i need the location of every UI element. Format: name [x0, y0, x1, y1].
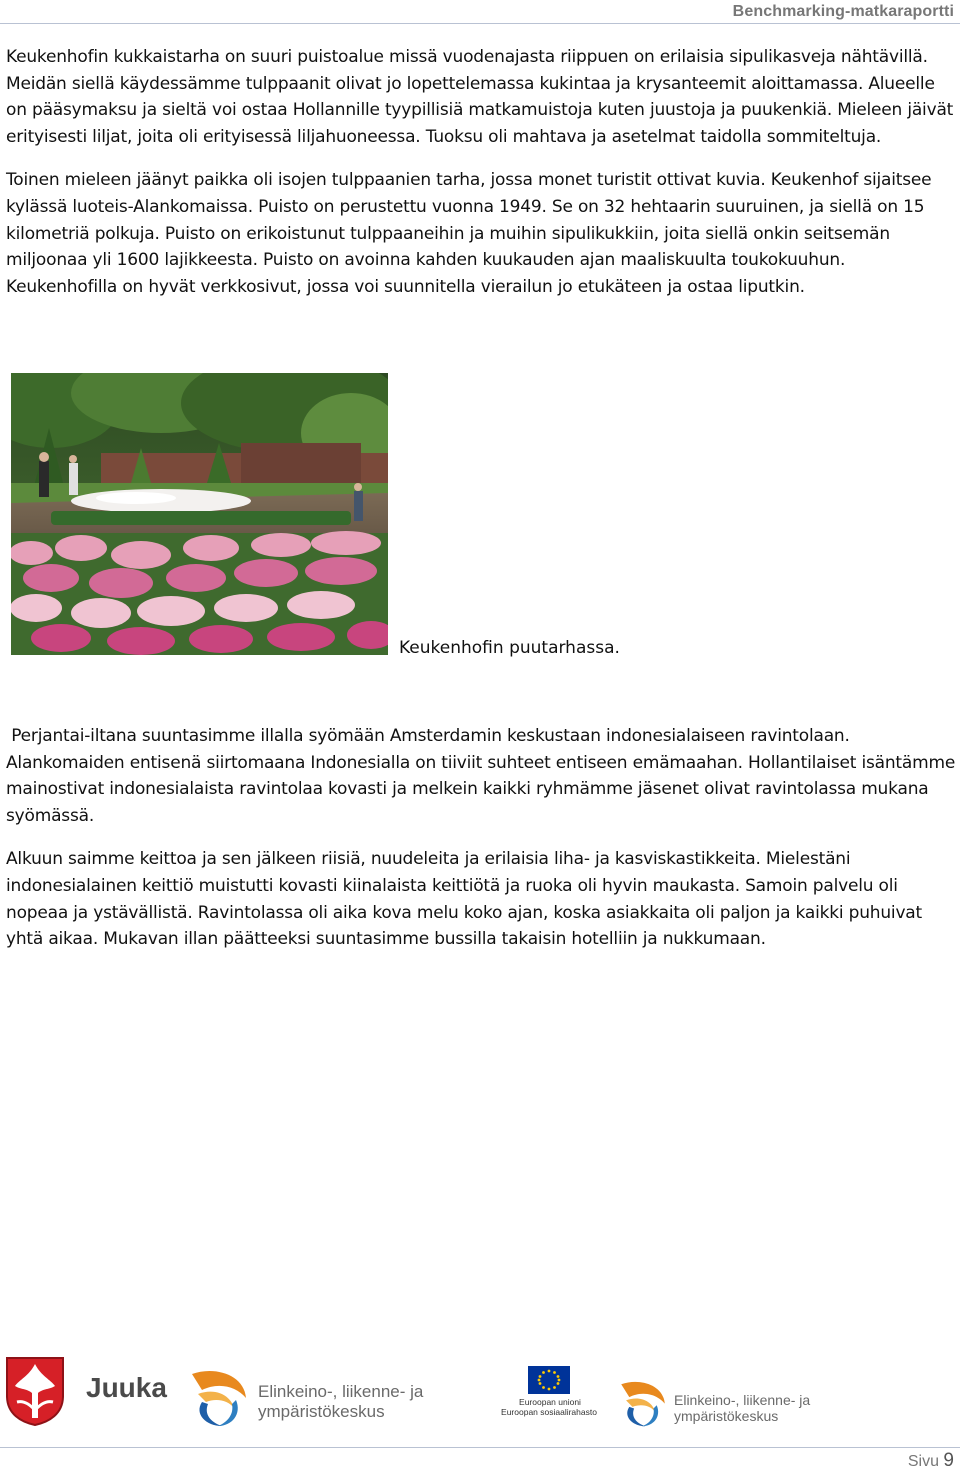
ely-logo-text: Elinkeino-, liikenne- ja ympäristökeskus — [258, 1382, 424, 1421]
page-label: Sivu — [907, 1453, 939, 1470]
ely-logo-icon — [188, 1364, 250, 1432]
page-number — [908, 1450, 954, 1472]
sponsor-logos — [0, 1352, 960, 1432]
photo-caption: Keukenhofin puutarhassa. — [399, 638, 620, 658]
page-number-value: 9 — [943, 1450, 954, 1471]
eu-logo-text-line1: Euroopan unioni — [519, 1397, 581, 1407]
ely-logo-text-2: Elinkeino-, liikenne- ja ympäristökeskus — [674, 1392, 811, 1424]
body-text-top — [6, 44, 956, 300]
paragraph-keukenhof-facts: Toinen mieleen jäänyt paikka oli isojen tulppaanien tarha, jossa monet turistit ottivat kuvia. Keukenhof sijaitsee kylässä luoteis-Alankomaissa. Puisto on perustettu vuonna 1949. Se on 32 hehtaarin suuruinen, ja siellä on 15 kilometriä polkuja. Puisto on erikoistunut tulppaaneihin ja muihin sipulikukkiin, joita siellä onkin seitsemän miljoonaa yli 1600 lajikkeesta. Puisto on avoinna kahden kuukauden ajan maaliskuulta toukokuuhun. Keukenhofilla on hyvät verkkosivut, jossa voi suunnitella vierailun jo etukäteen ja ostaa liputkin. — [6, 170, 932, 297]
paragraph-restaurant-food: Alkuun saimme keittoa ja sen jälkeen riisiä, nuudeleita ja erilaisia liha- ja kasviskastikkeita. Mielestäni indonesialainen keittiö muistutti kovasti kiinalaista keittiötä ja ruoka oli hyvin maukasta. Samoin palvelu oli nopeaa ja ystävällistä. Ravintolassa oli aika kova melu koko ajan, koska asiakkaita oli paljon ja kaikki puhuivat yhtä aikaa. Mukavan illan päätteeksi suuntasimme bussilla takaisin hotelliin ja nukkumaan. — [6, 849, 933, 950]
garden-photo — [11, 373, 388, 655]
eu-logo-text-line2: Euroopan sosiaalirahasto — [501, 1407, 597, 1417]
juuka-coat-of-arms-icon — [5, 1356, 65, 1430]
eu-flag-icon — [528, 1366, 570, 1398]
juuka-logo-text: Juuka — [86, 1372, 167, 1403]
body-text-bottom — [6, 723, 960, 953]
paragraph-restaurant-visit: Perjantai-iltana suuntasimme illalla syömään Amsterdamin keskustaan indonesialaiseen ravintolaan. Alankomaiden entisenä siirtomaana Indonesialla on tiiviit suhteet entiseen emämaahan. Hollantilaiset isäntämme mainostivat indonesialaista ravintolaa kovasti ja melkein kaikki ryhmämme jäsenet olivat ravintolassa mukana syömässä. — [6, 726, 960, 826]
header-rule — [0, 23, 960, 24]
paragraph-keukenhof-intro: Keukenhofin kukkaistarha on suuri puistoalue missä vuodenajasta riippuen on erilaisia sipulikasveja nähtävillä. Meidän siellä käydessämme tulppaanit olivat jo lopettelemassa kukintaa ja krysanteemit aloittamassa. Alueelle on pääsymaksu ja sieltä voi ostaa Hollannille tyypillisiä matkamuistoja kuten juustoja ja puukenkiä. Mieleen jäivät erityisesti liljat, joita oli erityisessä liljahuoneessa. Tuoksu oli mahtava ja asetelmat taidolla sommiteltuja. — [6, 47, 954, 147]
footer-rule — [0, 1447, 960, 1448]
ely-logo-icon-2 — [618, 1376, 668, 1432]
header-title: Benchmarking-matkaraportti — [732, 3, 954, 20]
